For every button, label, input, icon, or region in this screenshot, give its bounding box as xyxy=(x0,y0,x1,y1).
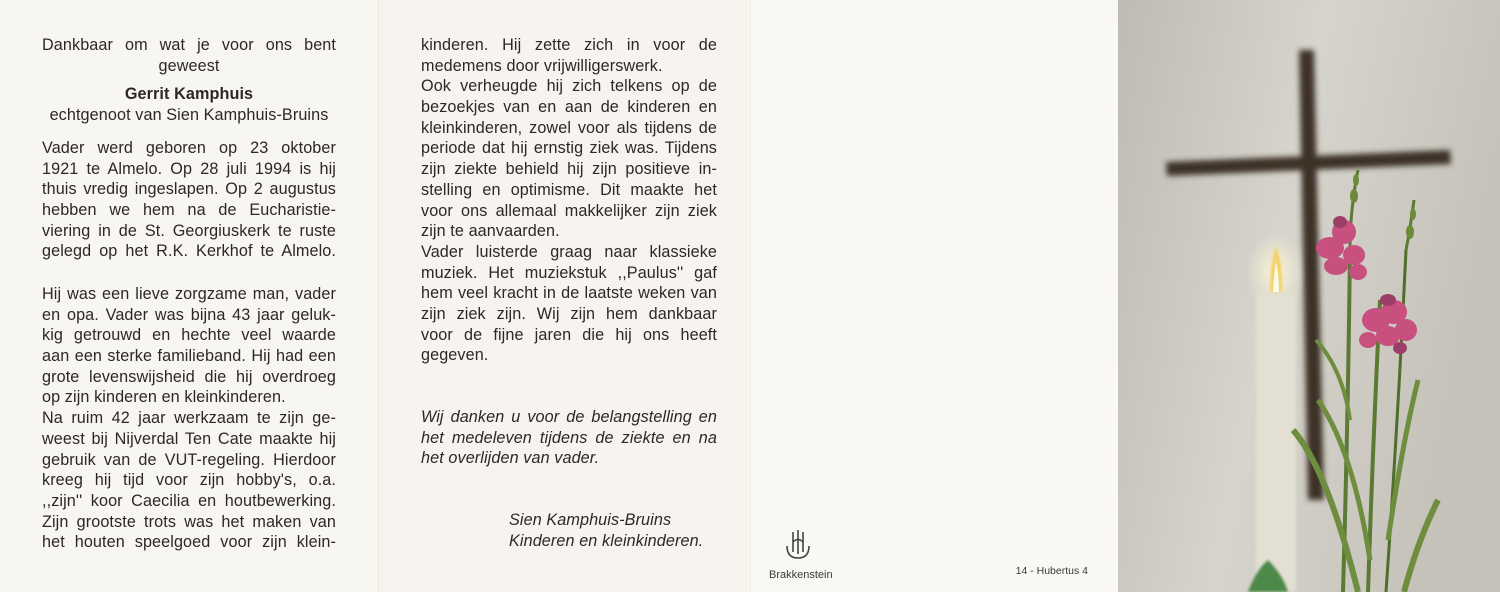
text-line: kreeg hij tijd voor zijn hobby's, o.a. xyxy=(42,471,336,490)
paragraph-family xyxy=(421,35,717,366)
deceased-name: Gerrit Kamphuis xyxy=(124,85,254,103)
text-line: bezoekjes van en aan de kinderen en xyxy=(421,98,717,117)
text-line: Ook verheugde hij zich telkens op de xyxy=(421,77,717,96)
publisher-name: Brakkenstein xyxy=(769,569,833,581)
text-line: Vader luisterde graag naar klassieke xyxy=(421,242,717,261)
left-card-panel xyxy=(0,0,378,592)
heading-line: Dankbaar om wat je voor ons bent xyxy=(42,36,336,54)
thanks-paragraph xyxy=(421,407,717,469)
text-line: Zijn grootste trots was het maken van xyxy=(42,512,336,531)
text-line: kig getrouwd en hechte veel waarde xyxy=(42,326,336,345)
text-line: kinderen. Hij zette zich in voor de xyxy=(421,36,717,54)
text-line: op zijn kinderen en kleinkinderen. xyxy=(42,388,286,407)
text-line: gegeven. xyxy=(421,346,489,365)
photo-panel xyxy=(1118,0,1500,592)
signature-line: Kinderen en kleinkinderen. xyxy=(509,531,704,550)
text-line: en opa. Vader was bijna 43 jaar geluk- xyxy=(42,305,336,324)
text-line: periode dat hij ernstig ziek was. Tijdens xyxy=(421,139,717,158)
text-line: 1921 te Almelo. Op 28 juli 1994 is hij xyxy=(42,159,336,178)
name-block xyxy=(42,84,336,125)
signature-line: Sien Kamphuis-Bruins xyxy=(509,511,672,529)
text-line: Na ruim 42 jaar werkzaam te zijn ge- xyxy=(42,409,336,428)
text-line: hebben we hem na de Eucharistie- xyxy=(42,201,336,220)
text-line: gelegd op het R.K. Kerkhof te Almelo. xyxy=(42,242,336,261)
text-line: aan een sterke familieband. Hij had een xyxy=(42,347,336,366)
text-line: grote levenswijsheid die hij overdroeg xyxy=(42,367,336,386)
middle-card-panel xyxy=(378,0,750,592)
paragraph-life xyxy=(42,284,336,553)
text-line: hem veel kracht in de laatste weken van xyxy=(421,284,717,303)
text-line: Wij danken u voor de belangstelling en xyxy=(421,408,717,426)
heading-block xyxy=(42,35,336,76)
text-line: stelling en optimisme. Dit maakte het xyxy=(421,180,717,199)
text-line: voor de fijne jaren die hij ons heeft xyxy=(421,325,717,344)
card-code: 14 - Hubertus 4 xyxy=(1015,565,1088,577)
signature-block xyxy=(509,510,719,551)
text-line: Vader werd geboren op 23 oktober xyxy=(42,139,336,157)
cross-candle-flowers-photo xyxy=(1118,0,1500,592)
text-line: kleinkinderen, zowel voor als tijdens de xyxy=(421,118,717,137)
text-line: thuis vredig ingeslapen. Op 2 augustus xyxy=(42,180,336,199)
spouse-subtitle: echtgenoot van Sien Kamphuis-Bruins xyxy=(49,105,329,124)
text-line: weest bij Nijverdal Ten Cate maakte hij xyxy=(42,429,336,448)
text-line: het houten speelgoed voor zijn klein- xyxy=(42,533,336,552)
text-line: muziek. Het muziekstuk ,,Paulus'' gaf xyxy=(421,263,717,282)
paragraph-birth-death xyxy=(42,138,336,262)
text-line: het medeleven tijdens de ziekte en na xyxy=(421,428,717,447)
text-line: gebruik van de VUT-regeling. Hierdoor xyxy=(42,450,336,469)
text-line: voor ons allemaal makkelijker zijn ziek xyxy=(421,201,717,220)
text-line: ,,zijn'' koor Caecilia en houtbewerking. xyxy=(42,491,336,510)
text-line: Hij was een lieve zorgzame man, vader xyxy=(42,285,336,303)
heading-line: geweest xyxy=(158,56,220,75)
text-line: viering in de St. Georgiuskerk te ruste xyxy=(42,221,336,240)
text-line: medemens door vrijwilligerswerk. xyxy=(421,56,663,75)
text-line: zijn te aanvaarden. xyxy=(421,222,560,241)
brakkenstein-logo-icon xyxy=(783,528,813,560)
text-line: zijn ziekte behield hij zijn positieve in- xyxy=(421,160,717,179)
text-line: zijn ziek zijn. Wij zijn hem dankbaar xyxy=(421,304,717,323)
publisher-mark xyxy=(769,528,833,581)
back-card-panel xyxy=(750,0,1118,592)
text-line: het overlijden van vader. xyxy=(421,449,600,468)
